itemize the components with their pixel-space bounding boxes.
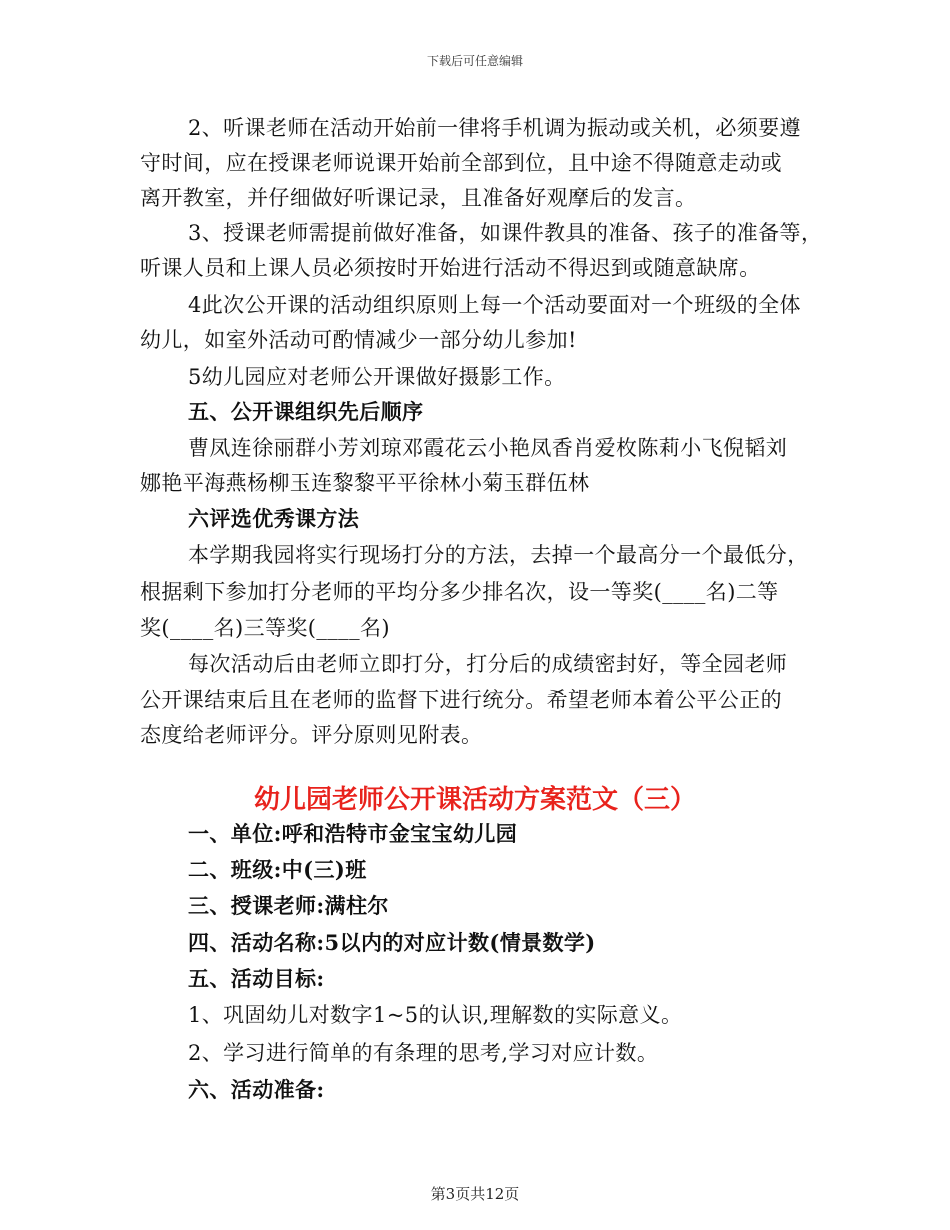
paragraph-line: 根据剩下参加打分老师的平均分多少排名次，设一等奖(____名)二等 (140, 580, 779, 604)
paragraph-line: 公开课结束后且在老师的监督下进行统分。希望老师本着公平公正的 (140, 688, 782, 712)
section-heading: 六、活动准备: (188, 1077, 325, 1102)
section-heading: 一、单位:呼和浩特市金宝宝幼儿园 (188, 821, 518, 846)
page-footer: 第3页共12页 (430, 1185, 520, 1203)
paragraph-line: 听课人员和上课人员必须按时开始进行活动不得迟到或随意缺席。 (140, 256, 761, 280)
paragraph-line: 幼儿，如室外活动可酌情减少一部分幼儿参加! (140, 328, 577, 352)
paragraph-line: 守时间，应在授课老师说课开始前全部到位，且中途不得随意走动或 (140, 151, 782, 175)
page-header: 下载后可任意编辑 (426, 54, 523, 68)
paragraph-line: 本学期我园将实行现场打分的方法，去掉一个最高分一个最低分， (188, 543, 809, 567)
section-heading: 二、班级:中(三)班 (188, 857, 367, 882)
paragraph-line: 离开教室，并仔细做好听课记录，且准备好观摩后的发言。 (140, 186, 697, 210)
section-heading: 六评选优秀课方法 (188, 506, 360, 531)
document-title: 幼儿园老师公开课活动方案范文（三） (253, 785, 696, 815)
section-heading: 四、活动名称:5以内的对应计数(情景数学) (188, 930, 596, 955)
section-heading: 五、公开课组织先后顺序 (188, 399, 424, 424)
section-heading: 五、活动目标: (188, 966, 325, 991)
paragraph-line: 娜艳平海燕杨柳玉连黎黎平平徐林小菊玉群伍林 (140, 471, 590, 495)
paragraph-line: 4此次公开课的活动组织原则上每一个活动要面对一个班级的全体 (188, 293, 801, 317)
paragraph-line: 2、学习进行简单的有条理的思考,学习对应计数。 (188, 1041, 659, 1065)
paragraph-line: 3、授课老师需提前做好准备，如课件教具的准备、孩子的准备等， (188, 221, 823, 245)
paragraph-line: 2、听课老师在活动开始前一律将手机调为振动或关机，必须要遵 (188, 116, 801, 140)
section-heading: 三、授课老师:满柱尔 (188, 893, 389, 918)
paragraph-line: 5幼儿园应对老师公开课做好摄影工作。 (188, 365, 566, 389)
paragraph-line: 曹凤连徐丽群小芳刘琼邓霞花云小艳凤香肖爱枚陈莉小飞倪韬刘 (188, 436, 788, 460)
paragraph-line: 奖(____名)三等奖(____名) (140, 616, 390, 640)
paragraph-line: 态度给老师评分。评分原则见附表。 (140, 723, 483, 747)
paragraph-line: 1、巩固幼儿对数字1~5的认识,理解数的实际意义。 (188, 1003, 683, 1027)
paragraph-line: 每次活动后由老师立即打分，打分后的成绩密封好，等全园老师 (188, 652, 788, 676)
